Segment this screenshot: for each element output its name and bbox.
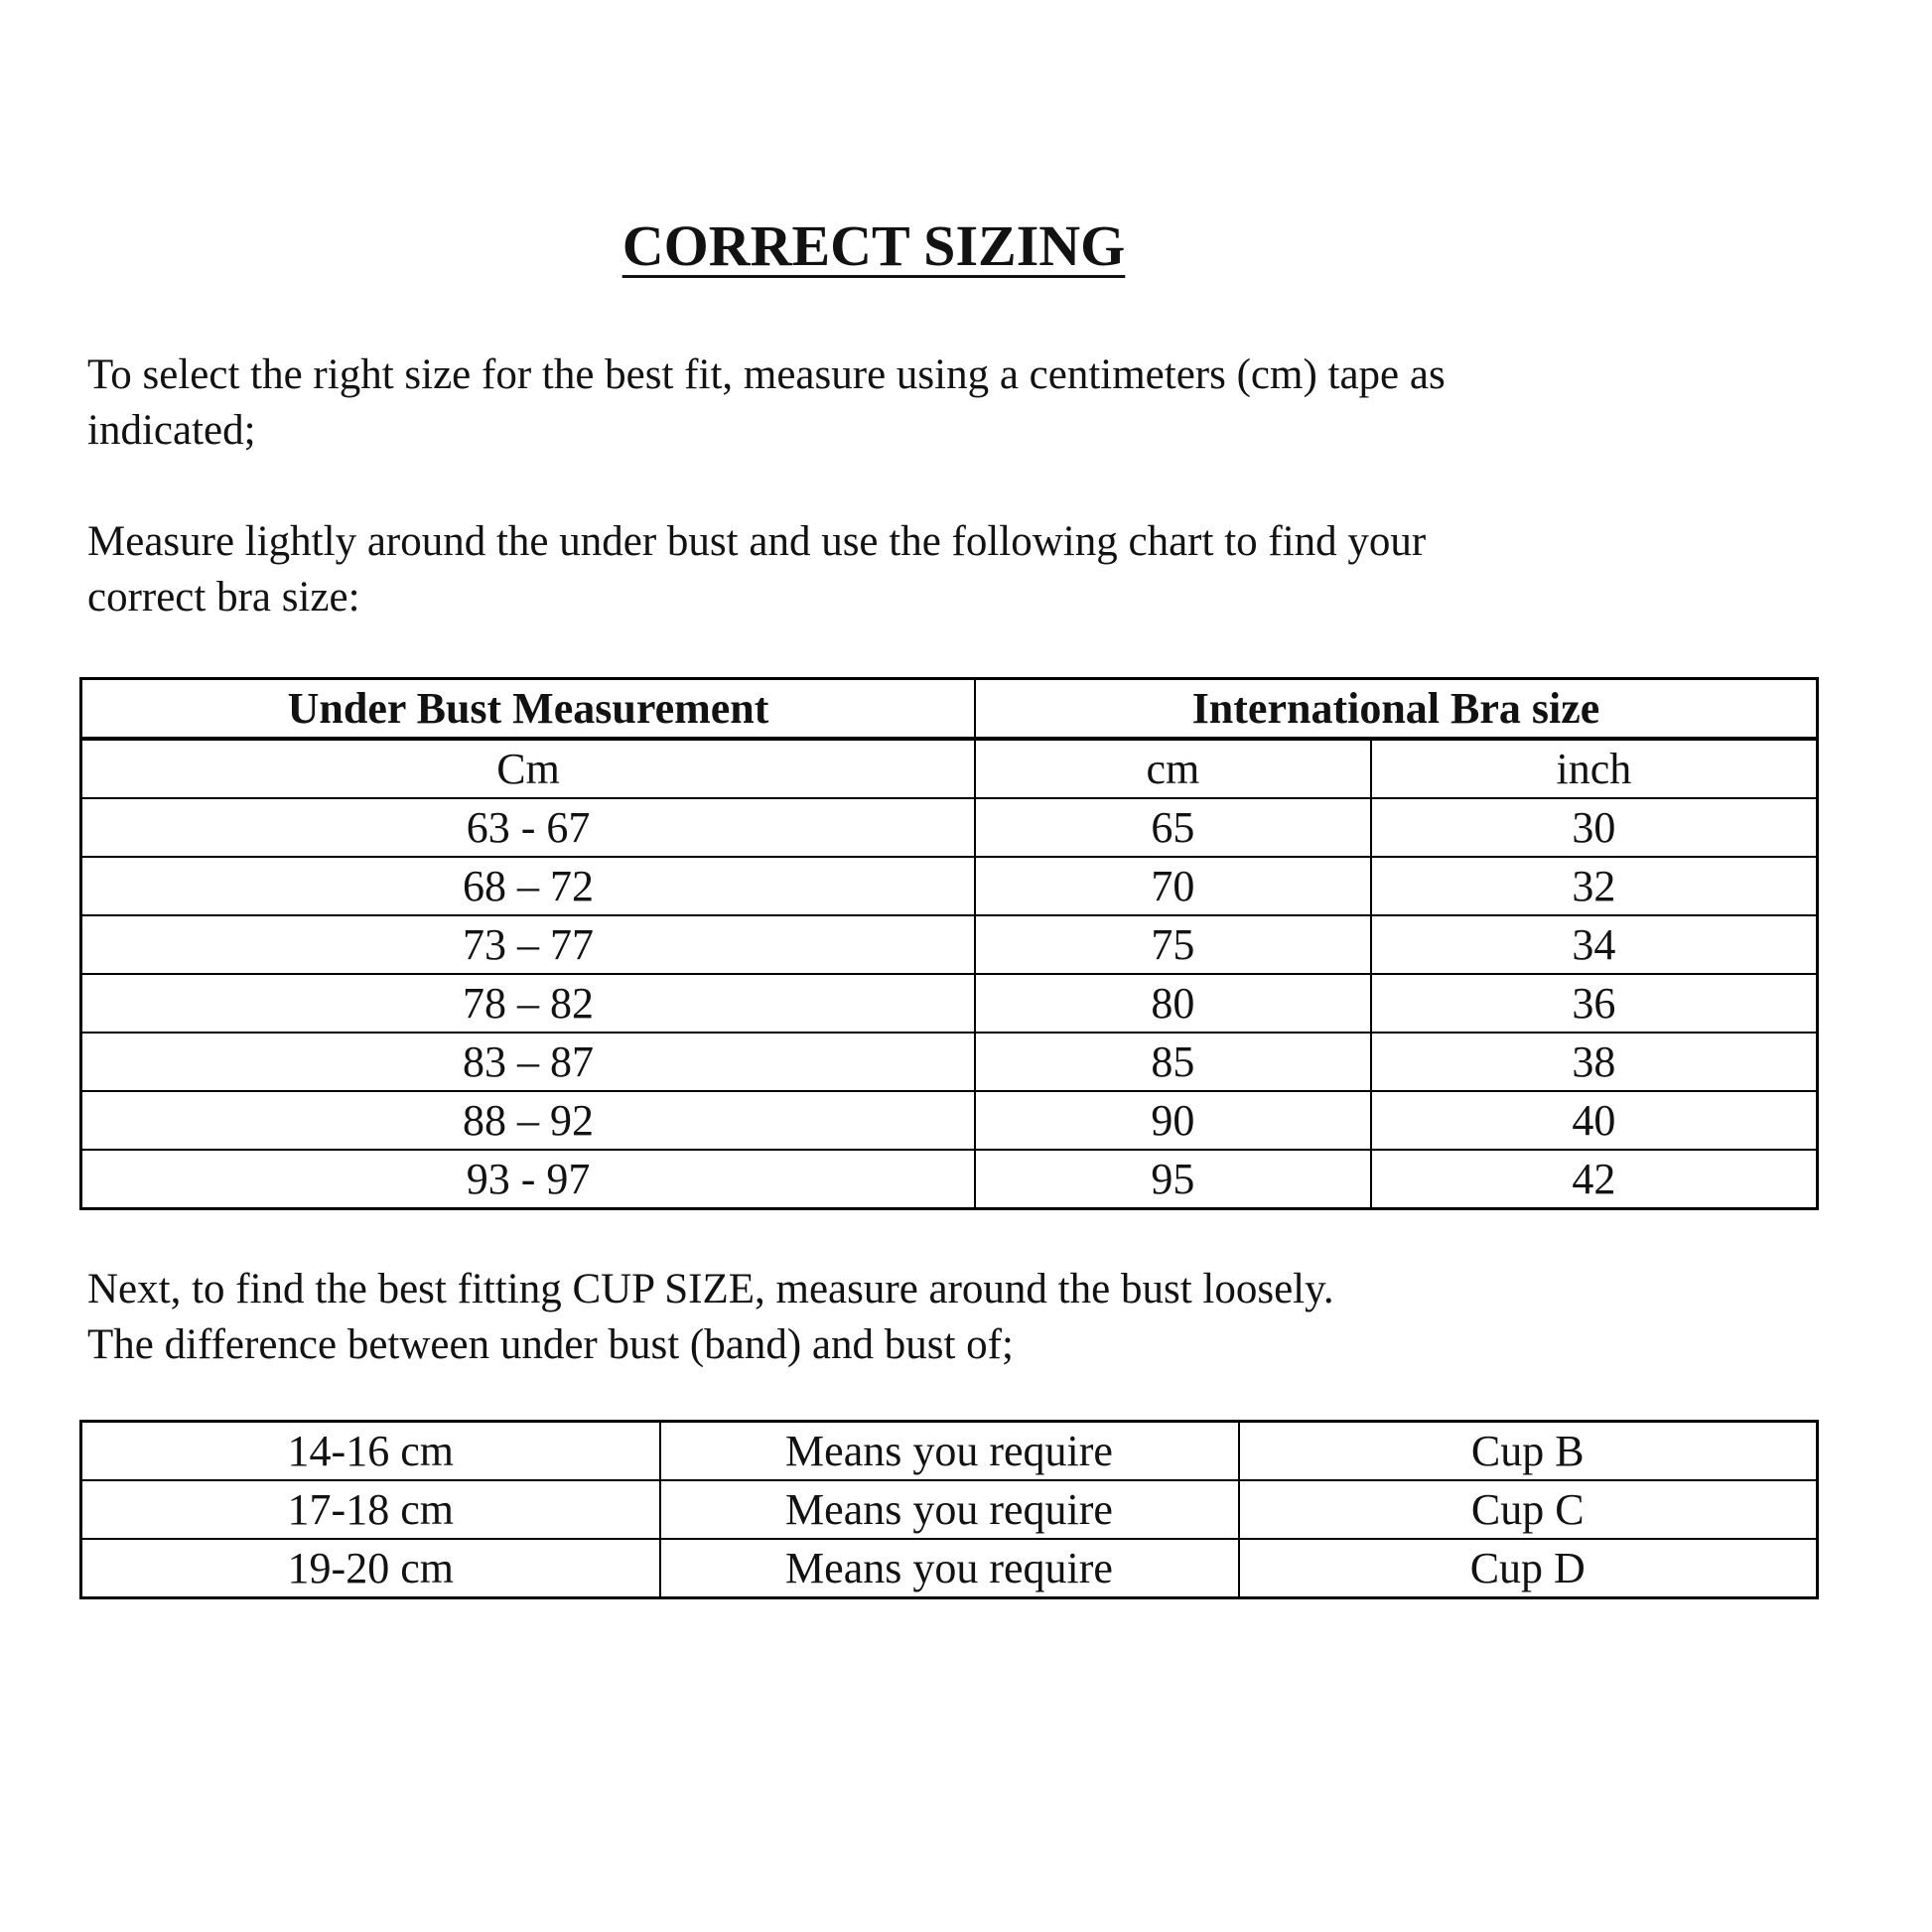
intro-line-2: indicated; [87,407,256,454]
table-cell: 95 [975,1150,1371,1209]
table-row [81,915,1818,974]
table-cell: 85 [975,1033,1371,1091]
bra-sizing-table [79,677,1819,1210]
table-cell: Means you require [660,1422,1239,1481]
table-cell: Cup D [1239,1539,1818,1598]
header-under-bust: Under Bust Measurement [81,679,976,740]
table-cell: 63 - 67 [81,798,976,857]
header-international: International Bra size [975,679,1817,740]
table-cell: 65 [975,798,1371,857]
table-row [81,1422,1818,1481]
table-cell: 88 – 92 [81,1091,976,1150]
table-cell: 30 [1371,798,1818,857]
table-cell: 80 [975,974,1371,1033]
subheader-cm-under: Cm [81,739,976,798]
table-cell: Cup C [1239,1480,1818,1539]
table-row [81,1033,1818,1091]
intro-line-1: To select the right size for the best fit, measure using a centimeters (cm) tape as [87,351,1446,398]
table-row [81,1150,1818,1209]
table-row [81,1480,1818,1539]
table-cell: 40 [1371,1091,1818,1150]
table-row [81,1539,1818,1598]
intro-paragraph [87,347,1825,459]
table-cell: 83 – 87 [81,1033,976,1091]
table-cell: 70 [975,857,1371,915]
cup-line-2: The difference between under bust (band) and bust of; [87,1321,1014,1368]
table-cell: 75 [975,915,1371,974]
table-row [81,857,1818,915]
table-cell: 73 – 77 [81,915,976,974]
table-cell: 42 [1371,1150,1818,1209]
table-cell: 38 [1371,1033,1818,1091]
table-cell: 36 [1371,974,1818,1033]
table-cell: Means you require [660,1539,1239,1598]
subheader-cm: cm [975,739,1371,798]
table-cell: 19-20 cm [81,1539,660,1598]
table-row [81,798,1818,857]
table-header-row [81,679,1818,740]
table-cell: 93 - 97 [81,1150,976,1209]
subheader-inch: inch [1371,739,1818,798]
cup-size-table [79,1420,1819,1599]
table-cell: 32 [1371,857,1818,915]
table-cell: Cup B [1239,1422,1818,1481]
page-title [79,210,1668,282]
cup-line-1: Next, to find the best fitting CUP SIZE, measure around the bust loosely. [87,1266,1334,1312]
table-cell: 68 – 72 [81,857,976,915]
table-row [81,974,1818,1033]
table-cell: 78 – 82 [81,974,976,1033]
measure-line-2: correct bra size: [87,574,360,621]
table-cell: 14-16 cm [81,1422,660,1481]
table-cell: Means you require [660,1480,1239,1539]
cup-instruction-paragraph [87,1262,1825,1373]
table-cell: 34 [1371,915,1818,974]
table-subheader-row [81,739,1818,798]
page-title-text: CORRECT SIZING [621,213,1126,278]
measure-instruction-paragraph [87,514,1825,625]
table-cell: 90 [975,1091,1371,1150]
table-row [81,1091,1818,1150]
measure-line-1: Measure lightly around the under bust and use the following chart to find your [87,518,1427,565]
table-cell: 17-18 cm [81,1480,660,1539]
